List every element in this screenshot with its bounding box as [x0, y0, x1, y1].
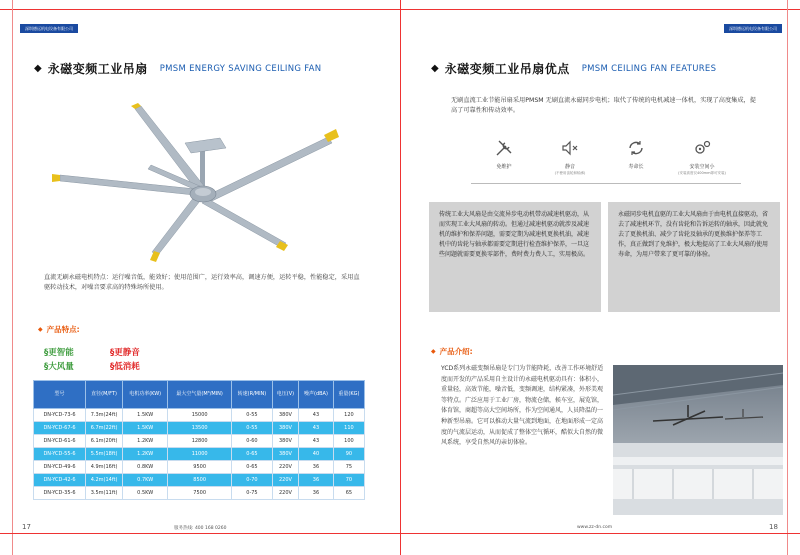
cell: 7500 — [168, 487, 232, 500]
diamond-icon: ◆ — [431, 63, 439, 74]
cell: 40 — [299, 448, 334, 461]
cell: 43 — [299, 409, 334, 422]
cell: 0-70 — [232, 474, 273, 487]
feature-quiet: §更静音 — [110, 348, 140, 358]
col-power: 电机功率(KW) — [123, 381, 168, 409]
cell: 15000 — [168, 409, 232, 422]
traditional-fan-box: 传统工业大风扇是由交流异步电动机带动减速机驱动，从而实现工业大风扇的转动。但通过减速机驱动就涉及减速机的维护和保养问题，需要定期为减速机更换机油，减速机中的齿轮与轴承都需要定期进行检查维护保养，一旦这些问题就需要更换零部件，费时费力费人工，实用极高。 — [429, 202, 601, 312]
table-row — [34, 448, 365, 461]
cell: 36 — [299, 487, 334, 500]
advantage-small-space — [669, 138, 735, 176]
features-title-text: 产品特点: — [46, 325, 80, 334]
mute-icon — [560, 138, 580, 158]
diamond-icon: ◆ — [34, 63, 42, 74]
heading-en: PMSM ENERGY SAVING CEILING FAN — [159, 63, 322, 74]
left-heading — [34, 60, 321, 77]
cell: 43 — [299, 422, 334, 435]
cell: 0.7KW — [123, 474, 168, 487]
left-intro: 直流无刷永磁电机特点：运行噪音低，能效好；使用范围广，运行效率高，调速方便，运转平稳，性能稳定，采用直驱转动技术，对噪音要求高的特殊场所使用。 — [44, 274, 360, 291]
cell: 6.1m(20ft) — [86, 435, 123, 448]
cell: 1.5KW — [123, 409, 168, 422]
cell: DN-YCD-35-6 — [34, 487, 86, 500]
feature-airflow: §大风量 — [44, 362, 74, 372]
col-model: 型号 — [34, 381, 86, 409]
advantage-sub: (不使用齿轮和轴承) — [554, 171, 586, 175]
wrench-icon — [494, 138, 514, 158]
cell: 12800 — [168, 435, 232, 448]
cell: 380V — [272, 448, 298, 461]
cell: 220V — [272, 461, 298, 474]
cell: 5.5m(18ft) — [86, 448, 123, 461]
cell: DN-YCD-73-6 — [34, 409, 86, 422]
advantage-label: 静音 — [564, 164, 575, 170]
bottom-rule — [0, 533, 400, 534]
table-row — [34, 435, 365, 448]
cell: 7.3m(24ft) — [86, 409, 123, 422]
col-diameter: 直径(M/FT) — [86, 381, 123, 409]
heading-cn: 永磁变频工业吊扇 — [47, 62, 148, 76]
cell: 1.2KW — [123, 435, 168, 448]
hotline: 服务热线: 400 168 0260 — [174, 526, 227, 531]
ceiling-fan-image — [40, 95, 360, 265]
cell: DN-YCD-49-6 — [34, 461, 86, 474]
advantage-quiet — [537, 138, 603, 176]
col-speed: 转速(R/MIN) — [232, 381, 273, 409]
website: www.zz-dn.com — [577, 525, 613, 530]
cell: 110 — [333, 422, 364, 435]
cell: 75 — [333, 461, 364, 474]
cell: 0-75 — [232, 487, 273, 500]
cell: 1.5KW — [123, 422, 168, 435]
advantage-label: 安装空间小 — [689, 164, 715, 170]
advantage-maintenance-free — [471, 138, 537, 170]
col-airflow: 最大空气量(M³/MIN) — [168, 381, 232, 409]
table-header-row — [34, 381, 365, 409]
company-tag: 深圳德远机电设备有限公司 — [724, 24, 782, 33]
cell: 0-55 — [232, 422, 273, 435]
cell: 0.8KW — [123, 461, 168, 474]
table-row — [34, 409, 365, 422]
heading-cn: 永磁变频工业吊扇优点 — [444, 62, 570, 76]
cell: 4.9m(16ft) — [86, 461, 123, 474]
cell: 0.5KW — [123, 487, 168, 500]
right-heading — [431, 60, 716, 77]
cell: 36 — [299, 474, 334, 487]
cell: DN-YCD-67-6 — [34, 422, 86, 435]
spec-table — [33, 380, 365, 500]
cell: 220V — [272, 474, 298, 487]
cell: 100 — [333, 435, 364, 448]
cell: 36 — [299, 461, 334, 474]
company-tag: 深圳德远机电设备有限公司 — [20, 24, 78, 33]
cell: 8500 — [168, 474, 232, 487]
cell: 43 — [299, 435, 334, 448]
advantage-long-life — [603, 138, 669, 170]
cell: 0-60 — [232, 435, 273, 448]
cell: 9500 — [168, 461, 232, 474]
pmsm-fan-box: 永磁同步电机直驱的工业大风扇由于由电机直接驱动，省去了减速机环节，没有齿轮和告诉运转的轴承，因此就免去了更换机油、减少了齿轮及轴承的更换维护保养等工作，真正做到了免维护，极大地提高了工业大风扇的使用寿命，为用户带来了更可靠的体验。 — [608, 202, 780, 312]
bottom-rule — [401, 533, 800, 534]
cell: 380V — [272, 409, 298, 422]
cell: DN-YCD-42-6 — [34, 474, 86, 487]
cell: DN-YCD-61-6 — [34, 435, 86, 448]
right-intro: 无刷直流工业节能吊扇采用PMSM 无刷直流永磁同步电机；取代了传统的电机减速一体机，实现了高度集成，提高了可靠性和传动效率。 — [451, 97, 756, 114]
feature-low-power: §低消耗 — [110, 362, 140, 372]
table-row — [34, 474, 365, 487]
table-row — [34, 461, 365, 474]
right-page — [400, 0, 800, 555]
cell: 0-65 — [232, 448, 273, 461]
cell: 1.2KW — [123, 448, 168, 461]
cell: 4.2m(14ft) — [86, 474, 123, 487]
advantage-sub: (安装高度仅400mm即可安装) — [678, 171, 726, 175]
cell: 3.5m(11ft) — [86, 487, 123, 500]
advantage-label: 免维护 — [496, 164, 512, 170]
feature-smart: §更智能 — [44, 348, 74, 358]
diamond-icon: ◆ — [431, 348, 436, 355]
cell: 65 — [333, 487, 364, 500]
gears-icon — [692, 138, 712, 158]
diamond-icon: ◆ — [38, 326, 43, 333]
table-row — [34, 487, 365, 500]
top-rule — [0, 9, 400, 10]
top-rule — [401, 9, 800, 10]
cell: 13500 — [168, 422, 232, 435]
features-title — [38, 324, 80, 335]
cell: DN-YCD-55-6 — [34, 448, 86, 461]
page-number-left: 17 — [22, 523, 31, 531]
cell: 0-55 — [232, 409, 273, 422]
heading-en: PMSM CEILING FAN FEATURES — [581, 63, 717, 74]
cell: 120 — [333, 409, 364, 422]
cell: 11000 — [168, 448, 232, 461]
cycle-icon — [626, 138, 646, 158]
product-intro-text: YCD系列永磁变频吊扇是专门为节能降耗，改善工作环境舒适度而开发的产品采用自主设计的永磁电机驱动具有：体积小，重量轻，高效节能，噪音低，变频调速，结构紧凑，外形美观等特点。广泛应用于工业厂房，物流仓储，候车室，展览馆，体育馆，商超等高大空间场所，作为空间通风，人员降温的一种新型吊扇。它可以推动大量气流到地面，在地面形成一定高度的气流层运动，从而促成了整体空气循环，酷似大自然的微风系统，享受自然风的亲切体验。 — [441, 365, 604, 447]
product-intro-title — [431, 346, 473, 357]
warehouse-photo — [613, 365, 783, 515]
margin-line — [12, 0, 13, 555]
icon-divider — [471, 183, 741, 184]
col-weight: 重量(KG) — [333, 381, 364, 409]
cell: 220V — [272, 487, 298, 500]
cell: 6.7m(22ft) — [86, 422, 123, 435]
cell: 90 — [333, 448, 364, 461]
advantage-label: 寿命长 — [628, 164, 644, 170]
cell: 70 — [333, 474, 364, 487]
cell: 380V — [272, 435, 298, 448]
product-intro-title-text: 产品介绍: — [439, 347, 473, 356]
col-voltage: 电压(V) — [272, 381, 298, 409]
cell: 380V — [272, 422, 298, 435]
col-noise: 噪声(dBA) — [299, 381, 334, 409]
cell: 0-65 — [232, 461, 273, 474]
table-row — [34, 422, 365, 435]
margin-line — [787, 0, 788, 555]
page-number-right: 18 — [769, 523, 778, 531]
